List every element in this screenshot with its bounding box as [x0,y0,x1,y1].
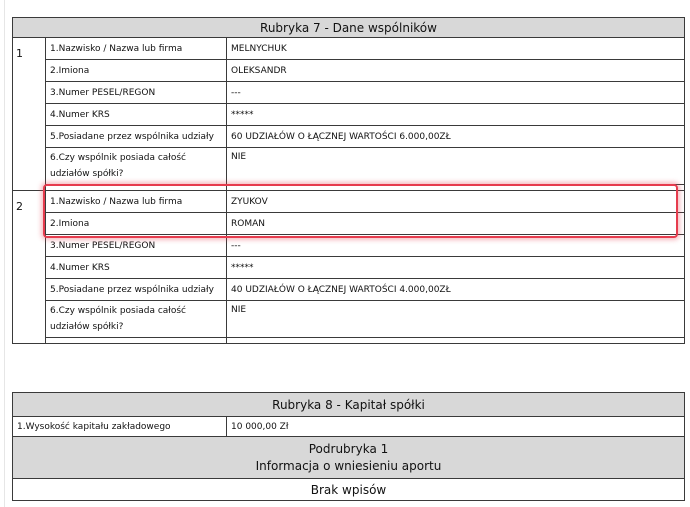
field-value: OLEKSANDR [227,60,685,82]
field-value: NIE [227,301,685,338]
field-label: 1.Wysokość kapitału zakładowego [13,417,227,437]
field-value: ZYUKOV [227,191,685,213]
rubryka-8-title: Rubryka 8 - Kapitał spółki [13,393,685,417]
filler-cell [46,338,227,344]
field-value: ***** [227,257,685,279]
table-row [13,148,685,185]
rubryka-8-table [12,392,685,501]
table-row [13,104,685,126]
field-label: 5.Posiadane przez wspólnika udziały [46,279,227,301]
partner-number: 2 [13,191,46,344]
field-label: 3.Numer PESEL/REGON [46,82,227,104]
table-row [13,279,685,301]
field-label: 3.Numer PESEL/REGON [46,235,227,257]
field-label: 5.Posiadane przez wspólnika udziały [46,126,227,148]
filler-cell [227,338,685,344]
table-row [13,60,685,82]
field-label: 1.Nazwisko / Nazwa lub firma [46,191,227,213]
field-value: 60 UDZIAŁÓW O ŁĄCZNEJ WARTOŚCI 6.000,00ZŁ [227,126,685,148]
field-value: --- [227,82,685,104]
field-value: MELNYCHUK [227,38,685,60]
subheading-line-1: Podrubryka 1 [308,441,389,456]
table-row [13,126,685,148]
page-edge [4,0,5,507]
subheading [13,437,685,479]
field-value: 10 000,00 Zł [227,417,685,437]
field-value: ***** [227,104,685,126]
field-label: 6.Czy wspólnik posiada całość udziałów spółki? [46,148,227,185]
partner-number: 1 [13,38,46,191]
field-label: 6.Czy wspólnik posiada całość udziałów spółki? [46,301,227,338]
table-row [13,82,685,104]
table-row [13,235,685,257]
table-row [13,191,685,213]
rubryka-7-title: Rubryka 7 - Dane wspólników [13,18,685,38]
field-value: NIE [227,148,685,185]
field-label: 4.Numer KRS [46,104,227,126]
field-label: 1.Nazwisko / Nazwa lub firma [46,38,227,60]
table-row [13,213,685,235]
field-label: 4.Numer KRS [46,257,227,279]
field-value: 40 UDZIAŁÓW O ŁĄCZNEJ WARTOŚCI 4.000,00ZŁ [227,279,685,301]
table-row [13,257,685,279]
field-label: 2.Imiona [46,213,227,235]
table-row [13,301,685,338]
subheading-line-2: Informacja o wniesieniu aportu [255,458,442,473]
table-row-filler [13,338,685,344]
table-row [13,38,685,60]
field-value: --- [227,235,685,257]
field-label: 2.Imiona [46,60,227,82]
table-row [13,417,685,437]
no-entries: Brak wpisów [13,479,685,501]
field-value: ROMAN [227,213,685,235]
rubryka-7-table [12,17,685,344]
